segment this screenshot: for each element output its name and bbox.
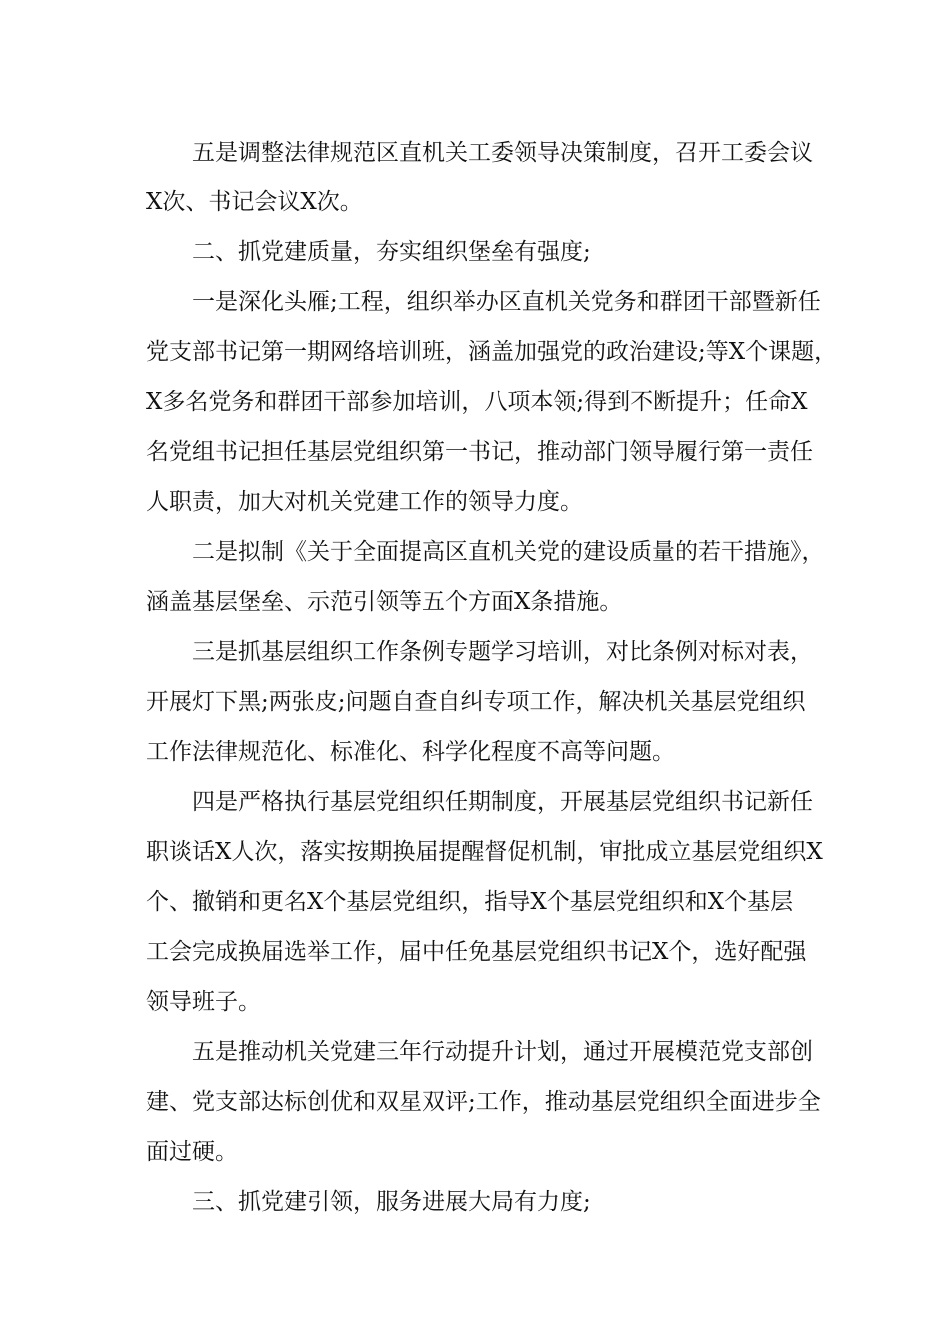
paragraph-line: 建、党支部达标创优和双星双评;工作，推动基层党组织全面进步全 (146, 1089, 821, 1115)
section-heading: 二、抓党建质量，夯实组织堡垒有强度; (192, 239, 591, 265)
paragraph-line: 二是拟制《关于全面提高区直机关党的建设质量的若干措施》， (192, 539, 825, 565)
paragraph-line: 开展灯下黑;两张皮;问题自查自纠专项工作，解决机关基层党组织 (146, 689, 806, 715)
section-heading: 三、抓党建引领，服务进展大局有力度; (192, 1189, 591, 1215)
paragraph-line: 工会完成换届选举工作，届中任免基层党组织书记X个，选好配强 (146, 939, 807, 965)
paragraph-line: 职谈话X人次，落实按期换届提醒督促机制，审批成立基层党组织X (146, 839, 823, 865)
paragraph-line: 领导班子。 (146, 989, 261, 1015)
paragraph-line: 五是推动机关党建三年行动提升计划，通过开展模范党支部创 (192, 1039, 813, 1065)
paragraph-line: 涵盖基层堡垒、示范引领等五个方面X条措施。 (146, 589, 623, 615)
paragraph-line: 四是严格执行基层党组织任期制度，开展基层党组织书记新任 (192, 789, 813, 815)
paragraph-line: 三是抓基层组织工作条例专题学习培训，对比条例对标对表， (192, 639, 813, 665)
paragraph-line: 工作法律规范化、标准化、科学化程度不高等问题。 (146, 739, 675, 765)
paragraph-line: 党支部书记第一期网络培训班，涵盖加强党的政治建设;等X个课题， (146, 339, 838, 365)
paragraph-line: 五是调整法律规范区直机关工委领导决策制度，召开工委会议 (192, 140, 813, 166)
paragraph-line: X次、书记会议X次。 (146, 189, 363, 215)
paragraph-line: 个、撤销和更名X个基层党组织，指导X个基层党组织和X个基层 (146, 889, 794, 915)
paragraph-line: 一是深化头雁;工程，组织举办区直机关党务和群团干部暨新任 (192, 289, 821, 315)
paragraph-line: 人职责，加大对机关党建工作的领导力度。 (146, 489, 583, 515)
paragraph-line: X多名党务和群团干部参加培训，八项本领;得到不断提升；任命X (146, 389, 808, 415)
paragraph-line: 名党组书记担任基层党组织第一书记，推动部门领导履行第一责任 (146, 439, 813, 465)
paragraph-line: 面过硬。 (146, 1139, 238, 1165)
